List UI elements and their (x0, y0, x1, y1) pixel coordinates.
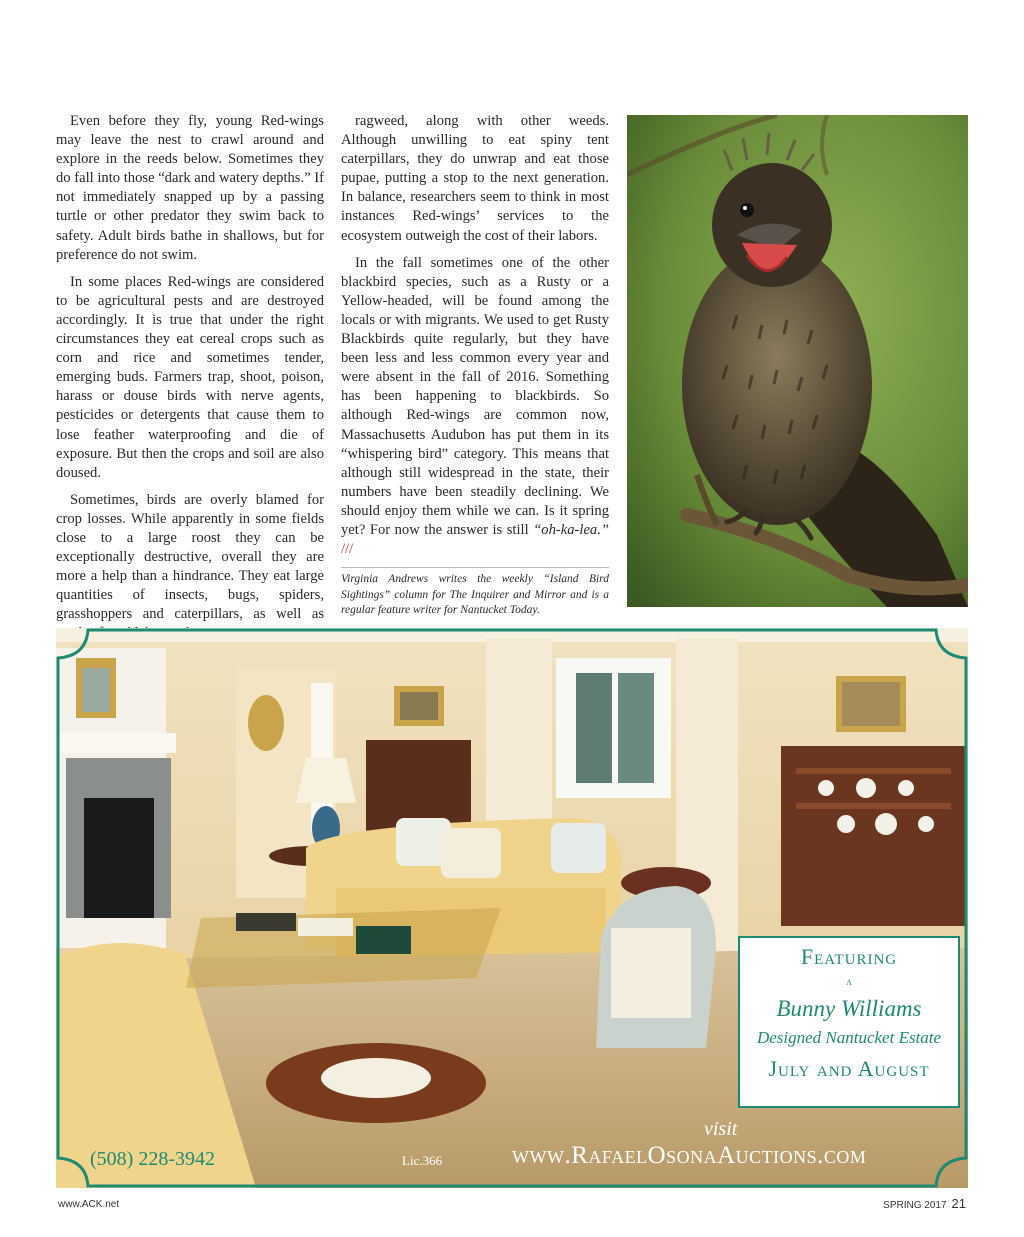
designer-name: Bunny Williams (776, 996, 922, 1021)
visit-label: visit (704, 1118, 738, 1140)
quote-text: “oh-ka-lea.” (533, 521, 609, 538)
paragraph: Even before they fly, young Red-wings may leave the nest to crawl around and explore in the reeds below. Sometimes they do fall into those “dark and watery depths.” If not immediately snapped up by a passing turtle or other predator they swim back to safety. Adult birds bathe in shallows, but for preference do not swim. (56, 113, 324, 263)
author-bio: Virginia Andrews writes the weekly “Island Bird Sightings” column for The Inquirer and Mirror and is a regular feature writer for Nantucket Today. (341, 567, 609, 619)
paragraph-text: In the fall sometimes one of the other blackbird species, such as a Rusty or a Yellow-headed, will be found among the locals or with migrants. We used to get Rusty Blackbirds quite regularly, but they have been less and less common every year and were absent in the fall of 2016. Something has been happening to blackbirds. So although Red-wings are common now, Massachusetts Audubon has put them in its “whispering bird” category. This means that although still widespread in the state, their numbers have been steadily declining. We should enjoy them while we can. Is it spring yet? For now the answer is still (341, 254, 609, 538)
bird-photo (627, 115, 968, 607)
phone-number: (508) 228-3942 (90, 1148, 215, 1170)
license-number: Lic.366 (402, 1153, 443, 1168)
paragraph (341, 254, 609, 560)
paragraph: Sometimes, birds are overly blamed for crop losses. While apparently in some fields close to a large roost they can be exceptionally destructive, overall they are more a help than a hindrance. They eat large quantities of insects, bugs, spiders, grasshoppers and caterpillars, as well as (56, 491, 324, 623)
auction-url[interactable]: www.RafaelOsonaAuctions.com (512, 1142, 867, 1169)
estate-description: Designed Nantucket Estate (756, 1028, 942, 1047)
paragraph: In some places Red-wings are considered to be agricultural pests and are destroyed accordingly. It is true that under the right circumstances they eat cereal crops such as corn and rice and sometimes tender, emerging buds. Farmers trap, shoot, poison, harass or douse birds with nerve agents, pesticides or detergents that cause them to lose feather waterproofing and die of exposure. But then the crops and soil are also doused. (56, 273, 324, 481)
paragraph: ragweed, along with other weeds. Although unwilling to eat spiny tent caterpillars, they do unwrap and eat those pupae, putting a stop to the next generation. In balance, researchers seem to think in most instances Red-wings’ services to the ecosystem outweigh the cost of their labors. (341, 113, 609, 244)
featuring-article: a (846, 974, 852, 988)
article-column-1 (56, 112, 324, 652)
auction-dates: July and August (768, 1056, 930, 1081)
featuring-label: Featuring (800, 944, 898, 969)
article-column-2 (341, 112, 609, 627)
issue-label: SPRING 2017 (883, 1200, 947, 1211)
end-mark: /// (341, 541, 354, 558)
featuring-box (738, 936, 960, 1108)
footer-site: www.ACK.net (58, 1199, 120, 1210)
footer-issue (883, 1196, 966, 1211)
fledgling-illustration (627, 115, 968, 607)
page-number: 21 (951, 1196, 966, 1211)
